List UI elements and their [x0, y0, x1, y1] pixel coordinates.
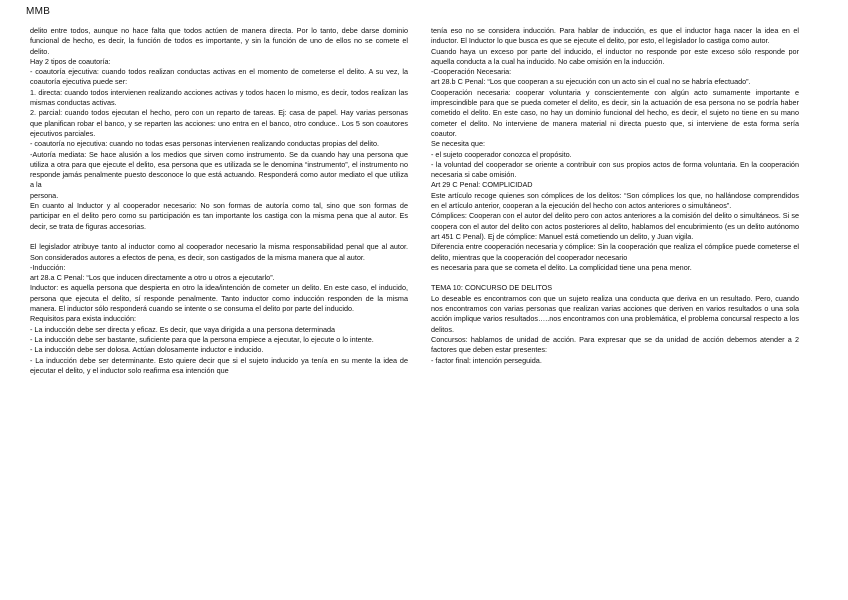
blank-line: [30, 232, 408, 242]
paragraph: - La inducción debe ser dolosa. Actúan dolosamente inductor e inducido.: [30, 345, 264, 355]
paragraph: - factor final: intención perseguida.: [431, 355, 542, 365]
paragraph: -Inducción:: [30, 262, 66, 272]
paragraph: Inductor: es aquella persona que despierta en otro la idea/intención de cometer un delito. En este caso, el inducido, persona que ejecuta el delito, sí responde penalmente. Tanto inductor como inducción responden de la misma manera. El inductor sólo responderá cuando se intente o se consuma el delito por parte del inducido.: [30, 283, 408, 314]
paragraph: - La inducción debe ser directa y eficaz. Es decir, que vaya dirigida a una persona determinada: [30, 324, 336, 334]
paragraph: -Autoría mediata: Se hace alusión a los medios que sirven como instrumento. Se da cuando hay una persona que utiliza a otra para que ejecute el delito, esa persona que es utilizada se le denomina “instrumento”, el instrumento no responde jamás penalmente puesto desconoce lo que está actuando. Responderá como autor mediato el que utiliza a la: [30, 149, 408, 190]
paragraph: -Cooperación Necesaria:: [431, 67, 512, 77]
right-column: [431, 26, 799, 366]
paragraph: Hay 2 tipos de coautoría:: [30, 56, 111, 66]
paragraph: tenía eso no se considera inducción. Para hablar de inducción, es que el inductor haga nacer la idea en el inductor. El Inductor lo que busca es que se ejecute el delito, por esto, el legislador lo castiga como autor.: [431, 26, 799, 46]
paragraph: - coautoría no ejecutiva: cuando no todas esas personas intervienen realizando conductas propias del delito.: [30, 139, 380, 149]
paragraph: art 28.a C Penal: “Los que inducen directamente a otro u otros a ejecutarlo”.: [30, 273, 275, 283]
section-heading: TEMA 10: CONCURSO DE DELITOS: [431, 283, 553, 293]
paragraph: 2. parcial: cuando todos ejecutan el hecho, pero con un reparto de tareas. Ej: casa de papel. Hay varias personas que planifican robar el banco, y se reparten las acciones: uno entra en el banco, otro conduce.. Los 5 son coautores ejecutivos parciales.: [30, 108, 408, 138]
paragraph: Lo deseable es encontrarnos con que un sujeto realiza una conducta que deriva en un resultado. Pero, cuando nos encontramos con varias personas que realizan varias acciones que deriven en varios resultados o una sola acción implique varios resultados…..nos encontramos con una problemática, el problema concursal respecto a los delitos.: [431, 293, 799, 334]
paragraph: es necesaria para que se cometa el delito. La complicidad tiene una pena menor.: [431, 262, 692, 272]
paragraph: Este artículo recoge quienes son cómplices de los delitos: “Son cómplices los que, no hallándose comprendidos en el artículo anterior, cooperan a la ejecución del hecho con actos anteriores o simultáneos”.: [431, 190, 799, 211]
left-column: [30, 26, 408, 376]
page-header: MMB: [26, 6, 51, 17]
paragraph: El legislador atribuye tanto al inductor como al cooperador necesario la misma responsabilidad penal que al autor. Son considerados autores a efectos de pena, es decir, son castigados de la misma manera que al autor.: [30, 242, 408, 262]
paragraph: - coautoría ejecutiva: cuando todos realizan conductas activas en el momento de cometerse el delito. A su vez, la coautoría ejecutiva puede ser:: [30, 67, 408, 87]
blank-line: [431, 273, 799, 283]
paragraph: - la voluntad del cooperador se oriente a contribuir con sus propios actos de forma voluntaria. En la cooperación necesaria si cabe omisión.: [431, 159, 799, 180]
paragraph: 1. directa: cuando todos intervienen realizando acciones activas y todos hacen lo mismo, es decir, todos realizan las mismas conductas activas.: [30, 87, 408, 108]
paragraph: Cómplices: Cooperan con el autor del delito pero con actos anteriores a la comisión del delito o simultáneos. Si se coopera con el autor del delito con actos posteriores al delito, hablamos del encubrimiento (es un delito autónomo art 451 C Penal). Ej de cómplice: Manuel está cometiendo un delito, y Juan vigila.: [431, 211, 799, 241]
paragraph: persona.: [30, 190, 59, 200]
paragraph: delito entre todos, aunque no hace falta que todos actúen de manera directa. Por lo tanto, debe darse dominio funcional de hecho, es decir, la función de todos es importante, y sin la función de uno de ellos no se comete el delito.: [30, 26, 408, 56]
paragraph: - La inducción debe ser determinante. Esto quiere decir que si el sujeto inducido ya tenía en su mente la idea de ejecutar el delito, y el inductor solo reafirma esa intención que: [30, 355, 408, 375]
paragraph: - el sujeto cooperador conozca el propósito.: [431, 149, 572, 159]
paragraph: Concursos: hablamos de unidad de acción. Para expresar que se da unidad de acción debemos atender a 2 factores que deben estar presentes:: [431, 334, 799, 355]
paragraph: Art 29 C Penal: COMPLICIDAD: [431, 180, 533, 190]
paragraph: art 28.b C Penal: “Los que cooperan a su ejecución con un acto sin el cual no se habría efectuado”.: [431, 77, 751, 87]
paragraph: Se necesita que:: [431, 139, 486, 149]
paragraph: Cuando haya un exceso por parte del inducido, el inductor no responde por este exceso sólo responde por aquella conducta a la cual ha inducido. No cabe omisión en la inducción.: [431, 46, 799, 66]
paragraph: - La inducción debe ser bastante, suficiente para que la persona empiece a ejecutar, lo ejecute o lo intente.: [30, 334, 374, 344]
paragraph: En cuanto al Inductor y al cooperador necesario: No son formas de autoría como tal, sino que son formas de participar en el delito pero como su participación es tan importante los castiga con la misma pena que al autor. Es decir, se trata de figuras accesorias.: [30, 201, 408, 231]
paragraph: Cooperación necesaria: cooperar voluntaria y conscientemente con algún acto sumamente importante e imprescindible para que se pueda cometer el delito, es decir, sin la actuación de esa persona no se podría haber cometido el delito. En este caso, no hay un dominio funcional del hecho, es decir, el sujeto no tiene en su mano cometer el delito. No interviene de manera material ni directa puesto que, si interviene de esta forma sería coautor.: [431, 87, 799, 138]
paragraph: Diferencia entre cooperación necesaria y cómplice: Sin la cooperación que realiza el cómplice puede cometerse el delito, mientras que la cooperación del cooperador necesario: [431, 242, 799, 262]
paragraph: Requisitos para exista inducción:: [30, 314, 136, 324]
